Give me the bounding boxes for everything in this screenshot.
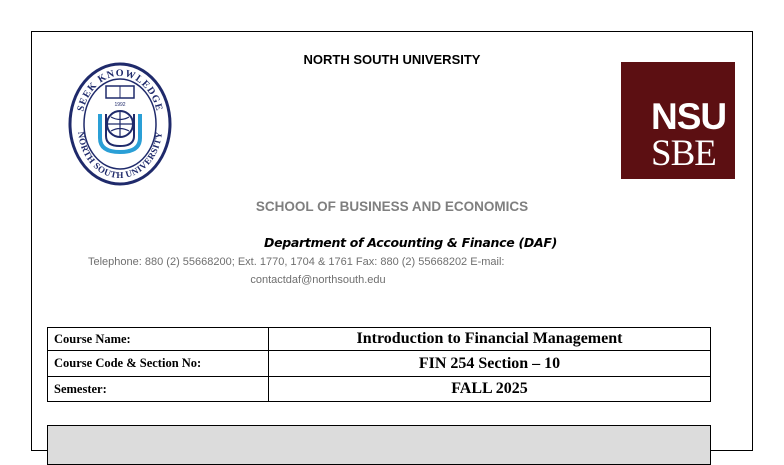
- course-name-label: Course Name:: [48, 328, 269, 351]
- svg-text:NORTH SOUTH UNIVERSITY: NORTH SOUTH UNIVERSITY: [76, 131, 164, 181]
- course-info-table: [47, 327, 711, 402]
- school-name: SCHOOL OF BUSINESS AND ECONOMICS: [255, 199, 529, 214]
- svg-text:SEEK KNOWLEDGE: SEEK KNOWLEDGE: [75, 67, 165, 113]
- table-row: [48, 377, 711, 402]
- contact-info: [88, 253, 548, 289]
- university-name: NORTH SOUTH UNIVERSITY: [303, 52, 481, 67]
- course-name-value: Introduction to Financial Management: [269, 328, 711, 351]
- semester-value: FALL 2025: [269, 377, 711, 402]
- table-row: [48, 328, 711, 351]
- logo-sbe-text: SBE: [651, 133, 716, 174]
- logo-nsu-text: NSU: [651, 96, 727, 137]
- document-page: [31, 31, 753, 451]
- course-code-label: Course Code & Section No:: [48, 351, 269, 377]
- semester-label: Semester:: [48, 377, 269, 402]
- shaded-section-box: [47, 425, 711, 465]
- course-code-value: FIN 254 Section – 10: [269, 351, 711, 377]
- department-name: Department of Accounting & Finance (DAF): [264, 235, 557, 250]
- contact-email: contactdaf@northsouth.edu: [250, 274, 386, 286]
- contact-line-1: Telephone: 880 (2) 55668200; Ext. 1770, 1704 & 1761 Fax: 880 (2) 55668202 E-mail:: [88, 256, 505, 268]
- svg-text:1992: 1992: [114, 102, 126, 108]
- university-seal-logo: [68, 62, 172, 186]
- nsu-sbe-logo: [621, 62, 735, 179]
- table-row: [48, 351, 711, 377]
